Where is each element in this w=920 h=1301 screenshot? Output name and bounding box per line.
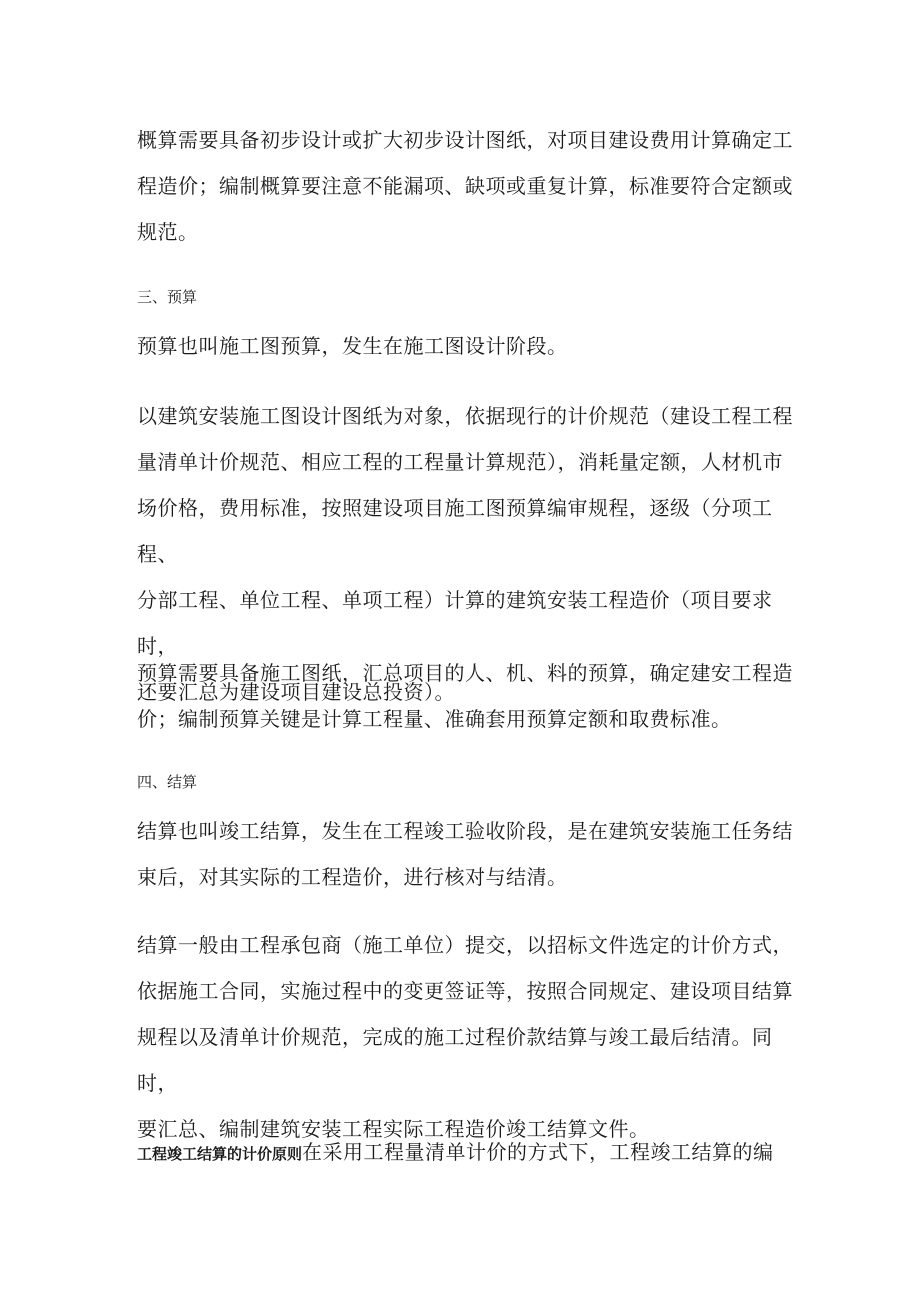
text-line: 在采用工程量清单计价的方式下，工程竣工结算的编: [302, 1140, 774, 1164]
text-line: 规范。: [137, 220, 199, 244]
text-line: 分部工程、单位工程、单项工程）计算的建筑安装工程造价（项目要求时，: [137, 588, 773, 658]
text-line: 还要汇总为建设项目建设总投资）。: [137, 680, 455, 704]
text-line: 结算一般由工程承包商（施工单位）提交，以招标文件选定的计价方式，: [137, 933, 793, 957]
text-line: 要汇总、编制建筑安装工程实际工程造价竣工结算文件。: [137, 1117, 650, 1141]
text-line: 概算需要具备初步设计或扩大初步设计图纸，对项目建设费用计算确定工: [137, 128, 793, 152]
text-line: 束后，对其实际的工程造价，进行核对与结清。: [137, 865, 568, 889]
paragraph-estimate-requirements: [137, 117, 797, 255]
text-line: 预算也叫施工图预算，发生在施工图设计阶段。: [137, 334, 568, 358]
paragraph-settlement-process: [137, 922, 797, 1152]
text-line: 依据施工合同，实施过程中的变更签证等，按照合同规定、建设项目结算: [137, 979, 793, 1003]
paragraph-settlement-definition: [137, 808, 797, 900]
paragraph-budget-requirements: [137, 650, 797, 742]
text-line: 预算需要具备施工图纸，汇总项目的人、机、料的预算，确定建安工程造: [137, 661, 793, 685]
text-line: 以建筑安装施工图设计图纸为对象，依据现行的计价规范（建设工程工程: [137, 404, 793, 428]
text-line: 场价格，费用标准，按照建设项目施工图预算编审规程，逐级（分项工程、: [137, 496, 773, 566]
text-line: 价；编制预算关键是计算工程量、准确套用预算定额和取费标准。: [137, 707, 732, 731]
bold-lead-text: 工程竣工结算的计价原则: [137, 1145, 303, 1163]
text-line: 程造价；编制概算要注意不能漏项、缺项或重复计算，标准要符合定额或: [137, 174, 793, 198]
paragraph-settlement-pricing-principle: [137, 1129, 797, 1177]
section-heading-budget: 三、预算: [137, 288, 198, 306]
text-line: 规程以及清单计价规范，完成的施工过程价款结算与竣工最后结清。同时，: [137, 1025, 773, 1095]
text-line: 结算也叫竣工结算，发生在工程竣工验收阶段，是在建筑安装施工任务结: [137, 819, 793, 843]
text-line: 量清单计价规范、相应工程的工程量计算规范），消耗量定额，人材机市: [137, 450, 783, 474]
paragraph-budget-definition: [137, 323, 797, 369]
section-heading-settlement: 四、结算: [137, 773, 198, 791]
